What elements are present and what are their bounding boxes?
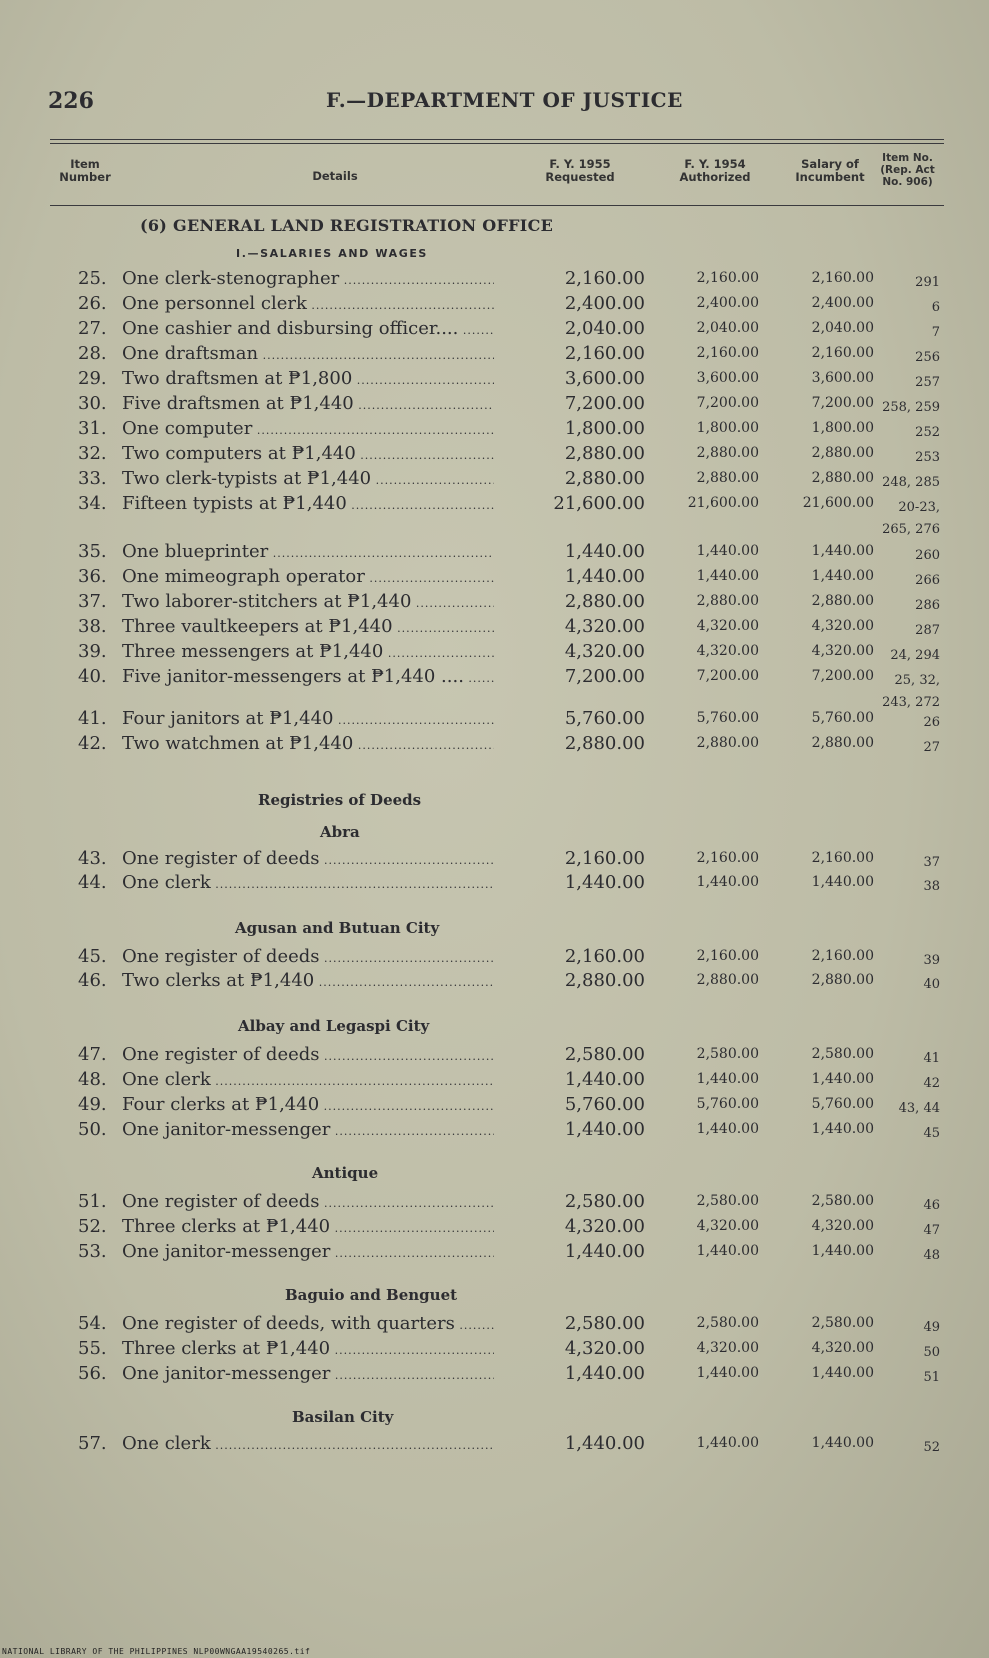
table-row: [0, 493, 989, 537]
col-head-item-number-line2: Number: [59, 170, 111, 184]
fy1955-requested: 2,880.00: [564, 970, 645, 991]
col-head-item-no-line1: Item No.: [882, 152, 933, 164]
item-number: 51.: [78, 1191, 107, 1212]
item-number: 53.: [78, 1241, 107, 1262]
fy1954-authorized: 1,440.00: [696, 1071, 759, 1087]
item-number: 47.: [78, 1044, 107, 1065]
salary-of-incumbent: 2,880.00: [811, 470, 874, 486]
item-details: One register of deeds .....: [122, 848, 494, 869]
col-head-item-no: [870, 152, 945, 188]
top-rule: [50, 139, 944, 140]
fy1955-requested: 7,200.00: [564, 393, 645, 414]
fy1955-requested: 7,200.00: [564, 666, 645, 687]
item-number: 36.: [78, 566, 107, 587]
fy1954-authorized: 1,440.00: [696, 1243, 759, 1259]
salary-of-incumbent: 4,320.00: [811, 1218, 874, 1234]
rep-act-item-no: 27: [923, 740, 940, 755]
top-rule-second: [50, 143, 944, 144]
col-head-salary-line1: Salary of: [801, 157, 859, 171]
fy1954-authorized: 2,880.00: [696, 470, 759, 486]
item-number: 55.: [78, 1338, 107, 1359]
fy1955-requested: 2,160.00: [564, 268, 645, 289]
table-row: [0, 641, 989, 667]
section-subtitle: I.—SALARIES AND WAGES: [236, 247, 428, 260]
col-head-fy1955-line2: Requested: [545, 170, 615, 184]
col-head-salary-line2: Incumbent: [795, 170, 865, 184]
fy1954-authorized: 2,880.00: [696, 972, 759, 988]
item-number: 32.: [78, 443, 107, 464]
item-details: One register of deeds .....: [122, 1044, 494, 1065]
item-number: 48.: [78, 1069, 107, 1090]
section-title: (6) GENERAL LAND REGISTRATION OFFICE: [140, 216, 554, 235]
salary-of-incumbent: 1,440.00: [811, 1071, 874, 1087]
salary-of-incumbent: 2,160.00: [811, 850, 874, 866]
item-number: 27.: [78, 318, 107, 339]
group-heading: Agusan and Butuan City: [235, 919, 440, 937]
salary-of-incumbent: 4,320.00: [811, 643, 874, 659]
page-number: 226: [48, 88, 94, 114]
fy1955-requested: 2,580.00: [564, 1191, 645, 1212]
salary-of-incumbent: 2,880.00: [811, 735, 874, 751]
col-head-details-text: Details: [312, 169, 358, 183]
rep-act-item-no: 50: [923, 1345, 940, 1360]
salary-of-incumbent: 2,580.00: [811, 1046, 874, 1062]
item-number: 40.: [78, 666, 107, 687]
item-number: 38.: [78, 616, 107, 637]
fy1954-authorized: 1,440.00: [696, 543, 759, 559]
group-heading: Baguio and Benguet: [285, 1286, 458, 1304]
table-row: [0, 666, 989, 710]
fy1954-authorized: 3,600.00: [696, 370, 759, 386]
rep-act-item-no: 20-23,: [898, 500, 940, 515]
fy1954-authorized: 4,320.00: [696, 643, 759, 659]
rep-act-item-no: 7: [931, 325, 940, 340]
item-number: 56.: [78, 1363, 107, 1384]
item-details: One register of deeds .....: [122, 946, 494, 967]
table-row: [0, 1241, 989, 1267]
salary-of-incumbent: 2,880.00: [811, 445, 874, 461]
table-row: [0, 318, 989, 344]
salary-of-incumbent: 7,200.00: [811, 395, 874, 411]
item-details: Four janitors at ₱1,440 .....: [122, 708, 494, 729]
group-heading: Albay and Legaspi City: [238, 1017, 430, 1035]
salary-of-incumbent: 1,440.00: [811, 1121, 874, 1137]
salary-of-incumbent: 2,160.00: [811, 345, 874, 361]
fy1954-authorized: 2,400.00: [696, 295, 759, 311]
salary-of-incumbent: 2,160.00: [811, 270, 874, 286]
rep-act-item-no: 291: [915, 275, 940, 290]
fy1954-authorized: 1,800.00: [696, 420, 759, 436]
fy1955-requested: 2,160.00: [564, 946, 645, 967]
rep-act-item-no: 47: [923, 1223, 940, 1238]
fy1955-requested: 1,440.00: [564, 566, 645, 587]
fy1955-requested: 2,880.00: [564, 733, 645, 754]
fy1954-authorized: 2,160.00: [696, 345, 759, 361]
salary-of-incumbent: 1,440.00: [811, 543, 874, 559]
item-details: One register of deeds .....: [122, 1191, 494, 1212]
fy1954-authorized: 21,600.00: [687, 495, 759, 511]
item-details: One draftsman .....: [122, 343, 494, 364]
rep-act-item-no-continued: 243, 272: [882, 695, 940, 710]
rep-act-item-no: 39: [923, 953, 940, 968]
fy1955-requested: 5,760.00: [564, 1094, 645, 1115]
table-row: [0, 293, 989, 319]
salary-of-incumbent: 1,440.00: [811, 874, 874, 890]
salary-of-incumbent: 5,760.00: [811, 1096, 874, 1112]
fy1954-authorized: 2,580.00: [696, 1046, 759, 1062]
table-row: [0, 970, 989, 996]
table-row: [0, 1338, 989, 1364]
item-number: 49.: [78, 1094, 107, 1115]
item-number: 46.: [78, 970, 107, 991]
item-number: 54.: [78, 1313, 107, 1334]
table-row: [0, 566, 989, 592]
rep-act-item-no-continued: 265, 276: [882, 522, 940, 537]
salary-of-incumbent: 21,600.00: [802, 495, 874, 511]
table-row: [0, 443, 989, 469]
table-row: [0, 368, 989, 394]
rep-act-item-no: 257: [915, 375, 940, 390]
fy1954-authorized: 2,160.00: [696, 270, 759, 286]
table-row: [0, 848, 989, 874]
fy1954-authorized: 2,580.00: [696, 1193, 759, 1209]
table-row: [0, 1313, 989, 1339]
salary-of-incumbent: 2,040.00: [811, 320, 874, 336]
fy1954-authorized: 2,160.00: [696, 850, 759, 866]
fy1955-requested: 4,320.00: [564, 1216, 645, 1237]
table-row: [0, 343, 989, 369]
item-details: Three clerks at ₱1,440 .....: [122, 1338, 494, 1359]
salary-of-incumbent: 1,440.00: [811, 1365, 874, 1381]
item-details: Two draftsmen at ₱1,800 .....: [122, 368, 494, 389]
item-details: One computer .....: [122, 418, 494, 439]
fy1954-authorized: 7,200.00: [696, 395, 759, 411]
fy1954-authorized: 2,880.00: [696, 445, 759, 461]
rep-act-item-no: 25, 32,: [894, 673, 940, 688]
salary-of-incumbent: 5,760.00: [811, 710, 874, 726]
rep-act-item-no: 46: [923, 1198, 940, 1213]
fy1955-requested: 2,400.00: [564, 293, 645, 314]
item-details: One janitor-messenger .....: [122, 1363, 494, 1384]
rep-act-item-no: 41: [923, 1051, 940, 1066]
table-row: [0, 541, 989, 567]
fy1955-requested: 21,600.00: [553, 493, 645, 514]
item-number: 42.: [78, 733, 107, 754]
item-details: Three messengers at ₱1,440 .....: [122, 641, 494, 662]
table-row: [0, 1433, 989, 1459]
table-row: [0, 1191, 989, 1217]
fy1955-requested: 2,880.00: [564, 468, 645, 489]
fy1955-requested: 2,880.00: [564, 591, 645, 612]
fy1954-authorized: 7,200.00: [696, 668, 759, 684]
col-head-item-no-line2: (Rep. Act: [880, 164, 935, 176]
fy1955-requested: 5,760.00: [564, 708, 645, 729]
item-details: Fifteen typists at ₱1,440 .....: [122, 493, 494, 514]
group-heading: Antique: [312, 1164, 379, 1182]
fy1955-requested: 4,320.00: [564, 1338, 645, 1359]
rep-act-item-no: 248, 285: [882, 475, 940, 490]
item-details: One clerk-stenographer .....: [122, 268, 494, 289]
salary-of-incumbent: 1,440.00: [811, 1243, 874, 1259]
item-details: One blueprinter .....: [122, 541, 494, 562]
item-number: 28.: [78, 343, 107, 364]
fy1955-requested: 1,440.00: [564, 1241, 645, 1262]
item-number: 41.: [78, 708, 107, 729]
fy1955-requested: 1,440.00: [564, 1119, 645, 1140]
fy1955-requested: 2,040.00: [564, 318, 645, 339]
running-title: F.—DEPARTMENT OF JUSTICE: [326, 88, 683, 112]
item-number: 44.: [78, 872, 107, 893]
fy1954-authorized: 1,440.00: [696, 874, 759, 890]
rep-act-item-no: 24, 294: [890, 648, 940, 663]
rep-act-item-no: 6: [931, 300, 940, 315]
item-details: One janitor-messenger .....: [122, 1119, 494, 1140]
fy1954-authorized: 2,160.00: [696, 948, 759, 964]
rep-act-item-no: 252: [915, 425, 940, 440]
group-heading: Registries of Deeds: [258, 791, 422, 809]
rep-act-item-no: 286: [915, 598, 940, 613]
fy1955-requested: 1,440.00: [564, 1363, 645, 1384]
fy1955-requested: 3,600.00: [564, 368, 645, 389]
rep-act-item-no: 49: [923, 1320, 940, 1335]
item-number: 30.: [78, 393, 107, 414]
table-row: [0, 591, 989, 617]
salary-of-incumbent: 2,580.00: [811, 1315, 874, 1331]
item-number: 45.: [78, 946, 107, 967]
fy1955-requested: 1,440.00: [564, 1069, 645, 1090]
rep-act-item-no: 48: [923, 1248, 940, 1263]
fy1955-requested: 2,580.00: [564, 1313, 645, 1334]
item-details: One register of deeds, with quarters .....: [122, 1313, 494, 1334]
item-number: 35.: [78, 541, 107, 562]
rep-act-item-no: 45: [923, 1126, 940, 1141]
rep-act-item-no: 260: [915, 548, 940, 563]
col-head-salary: [780, 158, 880, 184]
rep-act-item-no: 253: [915, 450, 940, 465]
rep-act-item-no: 52: [923, 1440, 940, 1455]
table-row: [0, 733, 989, 759]
scan-footer: NATIONAL LIBRARY OF THE PHILIPPINES NLP00WNGAA19540265.tif: [2, 1647, 311, 1656]
rep-act-item-no: 26: [923, 715, 940, 730]
item-details: Two watchmen at ₱1,440 .....: [122, 733, 494, 754]
salary-of-incumbent: 2,880.00: [811, 593, 874, 609]
item-details: Two clerks at ₱1,440 .....: [122, 970, 494, 991]
item-number: 26.: [78, 293, 107, 314]
table-row: [0, 946, 989, 972]
fy1954-authorized: 1,440.00: [696, 1435, 759, 1451]
item-details: One clerk .....: [122, 872, 494, 893]
table-row: [0, 418, 989, 444]
table-row: [0, 708, 989, 734]
item-number: 57.: [78, 1433, 107, 1454]
table-row: [0, 268, 989, 294]
item-number: 29.: [78, 368, 107, 389]
salary-of-incumbent: 2,400.00: [811, 295, 874, 311]
fy1954-authorized: 1,440.00: [696, 1365, 759, 1381]
salary-of-incumbent: 7,200.00: [811, 668, 874, 684]
table-row: [0, 872, 989, 898]
item-number: 33.: [78, 468, 107, 489]
fy1955-requested: 4,320.00: [564, 641, 645, 662]
rep-act-item-no: 42: [923, 1076, 940, 1091]
col-head-details: [270, 170, 400, 183]
item-number: 37.: [78, 591, 107, 612]
salary-of-incumbent: 2,880.00: [811, 972, 874, 988]
fy1955-requested: 2,580.00: [564, 1044, 645, 1065]
page-header: [48, 88, 909, 118]
item-details: Three vaultkeepers at ₱1,440 .....: [122, 616, 494, 637]
table-row: [0, 1044, 989, 1070]
col-head-fy1954-line2: Authorized: [679, 170, 751, 184]
item-details: Four clerks at ₱1,440 .....: [122, 1094, 494, 1115]
table-row: [0, 468, 989, 494]
item-number: 34.: [78, 493, 107, 514]
item-details: Two laborer-stitchers at ₱1,440 .....: [122, 591, 494, 612]
item-details: Two computers at ₱1,440 .....: [122, 443, 494, 464]
salary-of-incumbent: 1,440.00: [811, 1435, 874, 1451]
fy1954-authorized: 1,440.00: [696, 1121, 759, 1137]
item-number: 31.: [78, 418, 107, 439]
col-head-item-no-line3: No. 906): [882, 176, 933, 188]
item-details: One mimeograph operator .....: [122, 566, 494, 587]
table-row: [0, 616, 989, 642]
table-row: [0, 1119, 989, 1145]
fy1955-requested: 2,160.00: [564, 343, 645, 364]
rep-act-item-no: 258, 259: [882, 400, 940, 415]
salary-of-incumbent: 3,600.00: [811, 370, 874, 386]
item-number: 43.: [78, 848, 107, 869]
item-details: Five draftsmen at ₱1,440 .....: [122, 393, 494, 414]
rep-act-item-no: 287: [915, 623, 940, 638]
salary-of-incumbent: 1,440.00: [811, 568, 874, 584]
fy1955-requested: 1,440.00: [564, 1433, 645, 1454]
salary-of-incumbent: 4,320.00: [811, 618, 874, 634]
fy1954-authorized: 4,320.00: [696, 1218, 759, 1234]
rep-act-item-no: 266: [915, 573, 940, 588]
table-row: [0, 1363, 989, 1389]
table-row: [0, 393, 989, 419]
fy1955-requested: 2,880.00: [564, 443, 645, 464]
header-bottom-rule: [50, 205, 944, 206]
item-number: 50.: [78, 1119, 107, 1140]
item-details: Five janitor-messengers at ₱1,440 .... .....: [122, 666, 494, 687]
item-details: One clerk .....: [122, 1433, 494, 1454]
fy1954-authorized: 4,320.00: [696, 618, 759, 634]
rep-act-item-no: 37: [923, 855, 940, 870]
fy1954-authorized: 5,760.00: [696, 1096, 759, 1112]
col-head-item-number-line1: Item: [70, 157, 100, 171]
rep-act-item-no: 256: [915, 350, 940, 365]
fy1954-authorized: 2,880.00: [696, 735, 759, 751]
table-row: [0, 1216, 989, 1242]
rep-act-item-no: 40: [923, 977, 940, 992]
rep-act-item-no: 43, 44: [898, 1101, 940, 1116]
item-details: One clerk .....: [122, 1069, 494, 1090]
group-heading: Basilan City: [292, 1408, 394, 1426]
table-row: [0, 1069, 989, 1095]
col-head-fy1954: [665, 158, 765, 184]
fy1954-authorized: 5,760.00: [696, 710, 759, 726]
item-details: One personnel clerk .....: [122, 293, 494, 314]
salary-of-incumbent: 1,800.00: [811, 420, 874, 436]
fy1954-authorized: 1,440.00: [696, 568, 759, 584]
fy1955-requested: 4,320.00: [564, 616, 645, 637]
rep-act-item-no: 51: [923, 1370, 940, 1385]
col-head-fy1955-line1: F. Y. 1955: [549, 157, 611, 171]
fy1955-requested: 1,440.00: [564, 872, 645, 893]
item-details: One janitor-messenger .....: [122, 1241, 494, 1262]
salary-of-incumbent: 2,580.00: [811, 1193, 874, 1209]
item-number: 52.: [78, 1216, 107, 1237]
fy1955-requested: 1,800.00: [564, 418, 645, 439]
fy1954-authorized: 2,580.00: [696, 1315, 759, 1331]
fy1955-requested: 1,440.00: [564, 541, 645, 562]
fy1954-authorized: 2,880.00: [696, 593, 759, 609]
item-details: One cashier and disbursing officer.... .....: [122, 318, 494, 339]
rep-act-item-no: 38: [923, 879, 940, 894]
item-details: Two clerk-typists at ₱1,440 .....: [122, 468, 494, 489]
salary-of-incumbent: 2,160.00: [811, 948, 874, 964]
fy1955-requested: 2,160.00: [564, 848, 645, 869]
fy1954-authorized: 4,320.00: [696, 1340, 759, 1356]
item-number: 25.: [78, 268, 107, 289]
salary-of-incumbent: 4,320.00: [811, 1340, 874, 1356]
col-head-item-number: [50, 158, 120, 184]
item-number: 39.: [78, 641, 107, 662]
fy1954-authorized: 2,040.00: [696, 320, 759, 336]
group-heading: Abra: [320, 823, 360, 841]
col-head-fy1954-line1: F. Y. 1954: [684, 157, 746, 171]
table-row: [0, 1094, 989, 1120]
col-head-fy1955: [535, 158, 625, 184]
item-details: Three clerks at ₱1,440 .....: [122, 1216, 494, 1237]
